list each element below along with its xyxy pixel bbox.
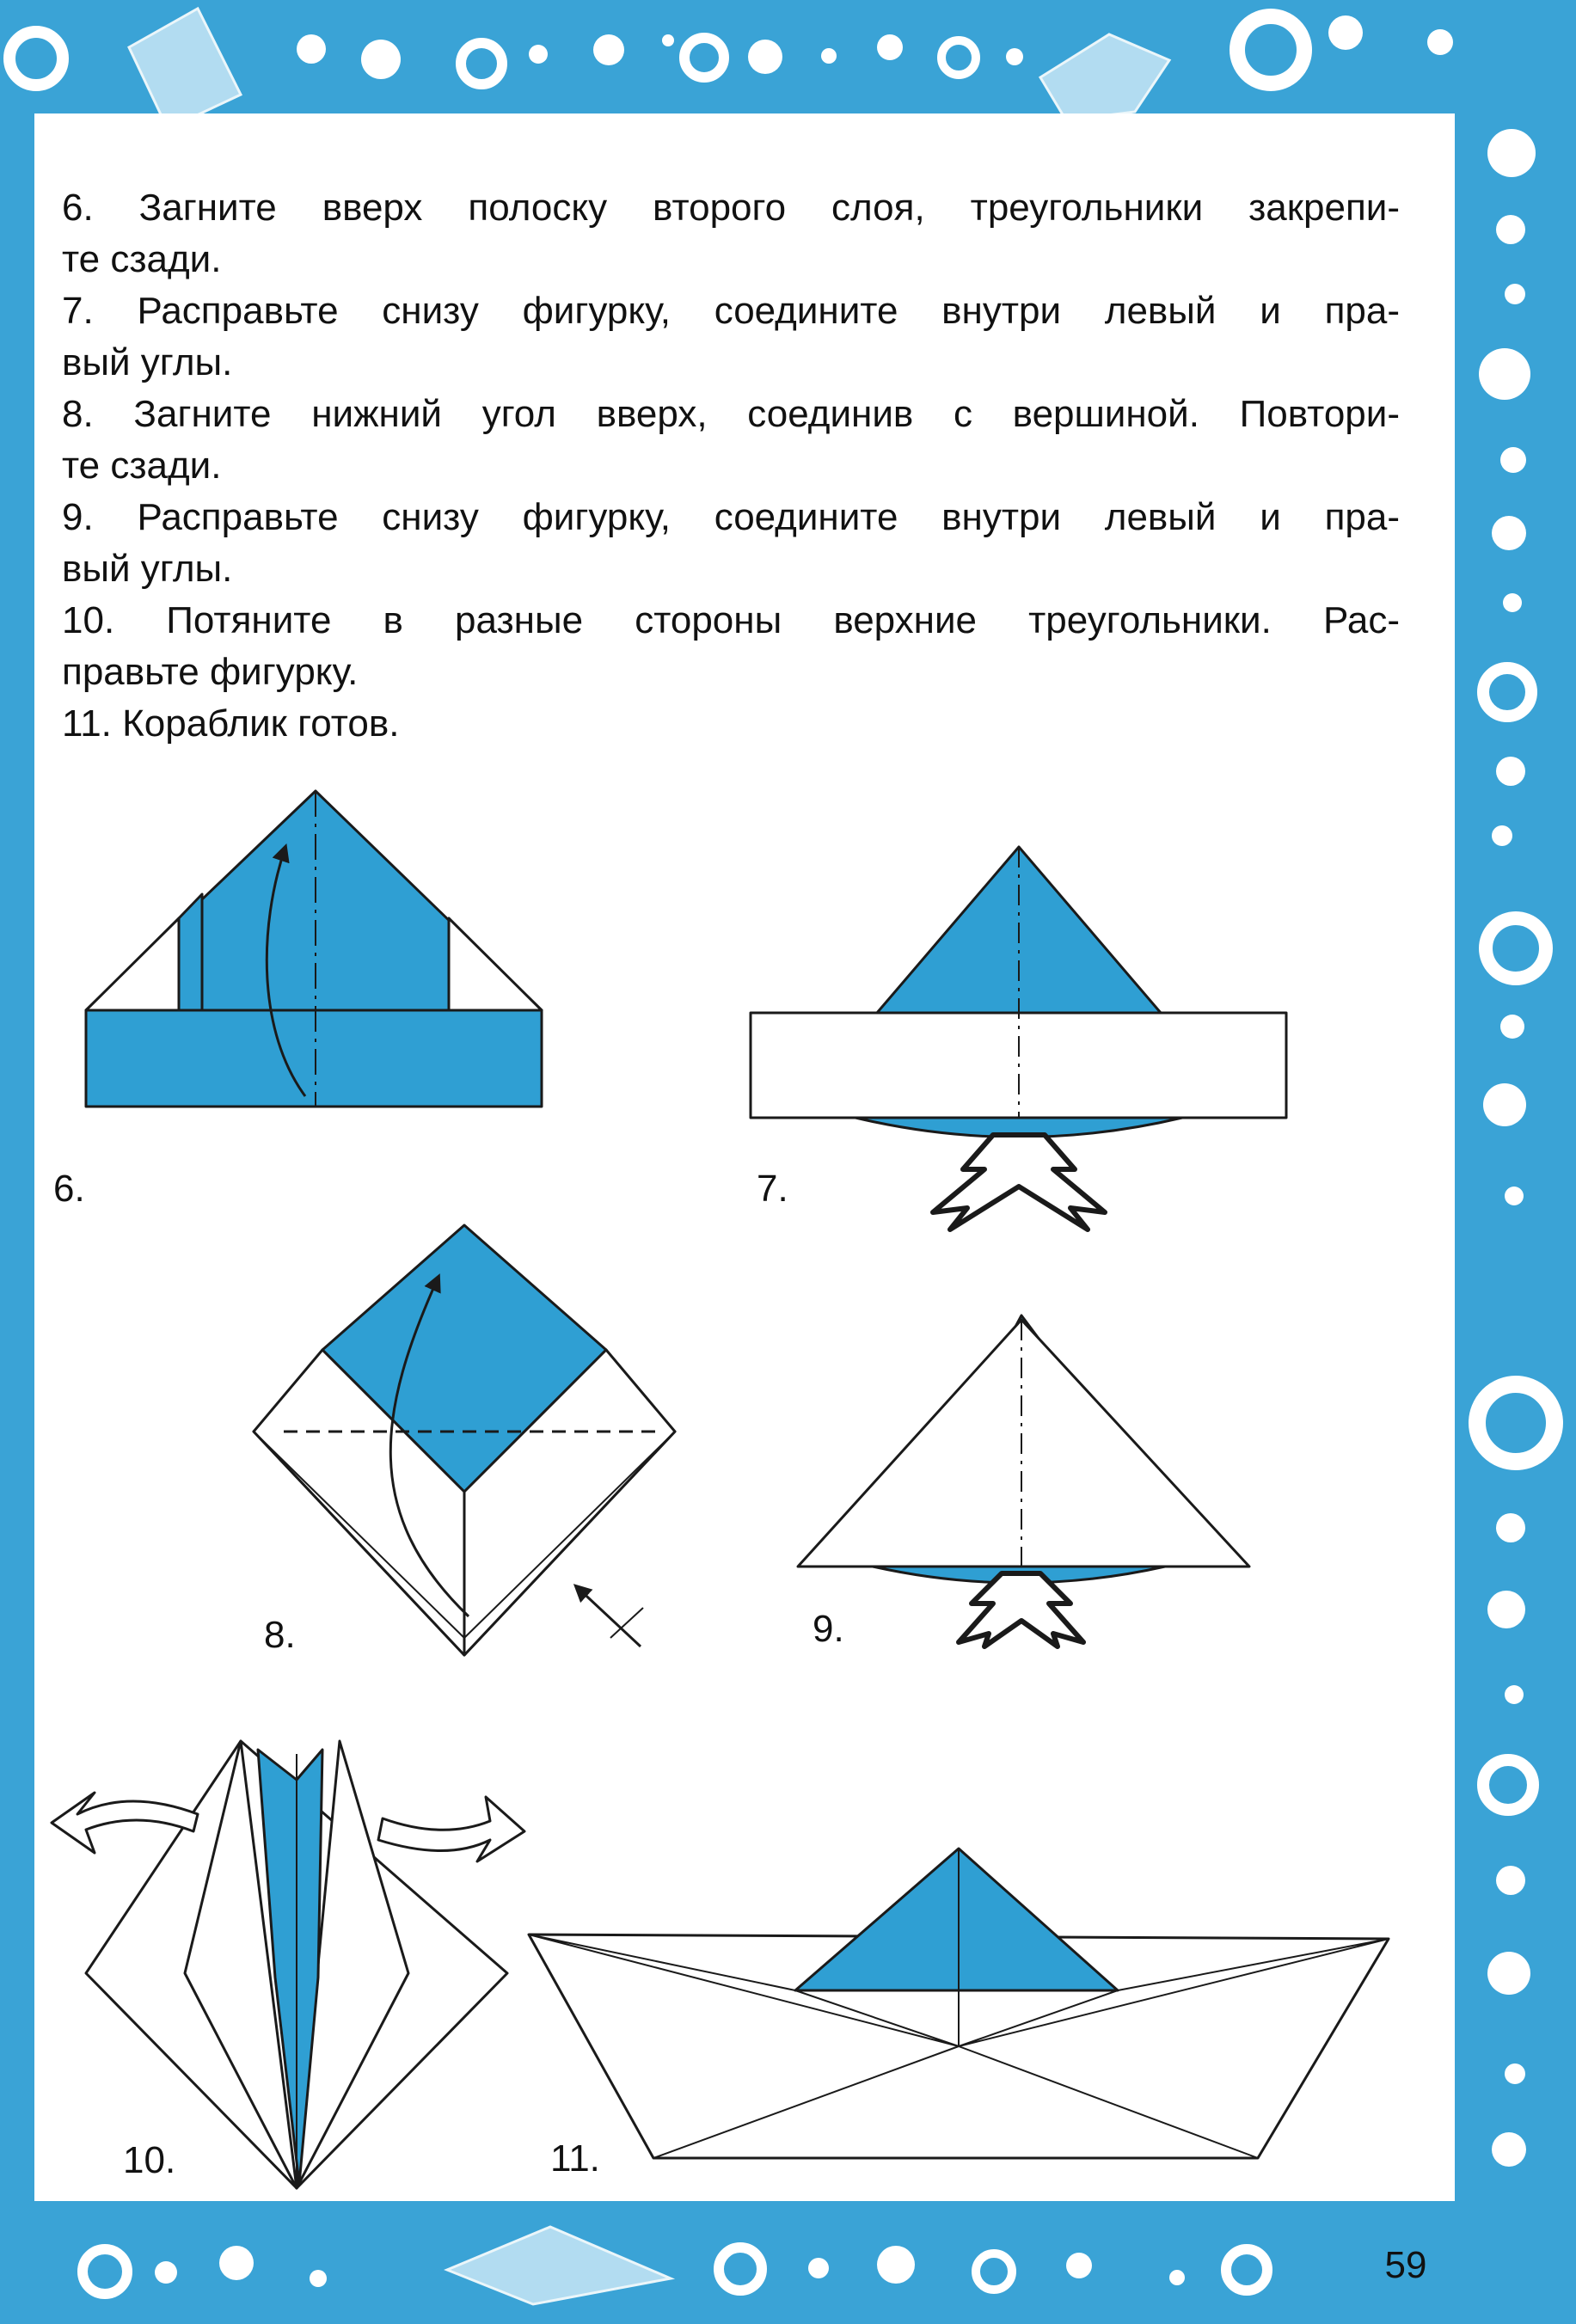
- page-number: 59: [1384, 2244, 1427, 2286]
- step6-white-right-flap: [449, 918, 542, 1010]
- instruction-step-11-line1: 11. Кораблик готов.: [62, 702, 400, 745]
- figure-label-9: 9.: [813, 1608, 844, 1650]
- instruction-step-6-line1: 6. Загните вверх полоску второго слоя, треугольники закрепи-: [62, 187, 1400, 229]
- figure-label-6: 6.: [53, 1168, 85, 1210]
- instruction-step-10-line2: правьте фигурку.: [62, 651, 359, 693]
- step9-spread-arrow: [959, 1573, 1083, 1646]
- diagram-step-8: [254, 1225, 675, 1655]
- diagram-step-11: [529, 1849, 1389, 2158]
- figure-label-8: 8.: [264, 1614, 296, 1656]
- figure-label-7: 7.: [757, 1168, 788, 1210]
- instruction-step-9-line1: 9. Расправьте снизу фигурку, соедините внутри левый и пра-: [62, 496, 1400, 538]
- step6-white-left-flap: [86, 918, 179, 1010]
- diagram-step-10: [52, 1741, 524, 2188]
- diagram-step-6: [86, 791, 542, 1107]
- step7-spread-arrow: [933, 1135, 1105, 1229]
- instruction-step-6-line2: те сзади.: [62, 238, 222, 280]
- instruction-step-9-line2: вый углы.: [62, 548, 233, 590]
- step10-right-arrow: [378, 1797, 524, 1861]
- instruction-step-8-line2: те сзади.: [62, 445, 222, 487]
- instruction-step-7-line2: вый углы.: [62, 341, 233, 383]
- step6-blue-strip: [86, 1010, 542, 1107]
- figure-label-11: 11.: [550, 2137, 600, 2180]
- step8-side-arrow: [576, 1586, 641, 1646]
- instruction-step-10-line1: 10. Потяните в разные стороны верхние треугольники. Рас-: [62, 599, 1400, 641]
- instruction-step-8-line1: 8. Загните нижний угол вверх, соединив с вершиной. Повтори-: [62, 393, 1400, 435]
- instruction-step-7-line1: 7. Расправьте снизу фигурку, соедините внутри левый и пра-: [62, 290, 1400, 332]
- figure-label-10: 10.: [123, 2139, 176, 2181]
- step11-blue-sail: [795, 1849, 1118, 1990]
- diagram-step-7: [751, 847, 1286, 1229]
- step6-blue-left-post: [179, 894, 202, 1010]
- step9-white-triangle: [798, 1320, 1249, 1567]
- diagram-step-9: [798, 1315, 1249, 1646]
